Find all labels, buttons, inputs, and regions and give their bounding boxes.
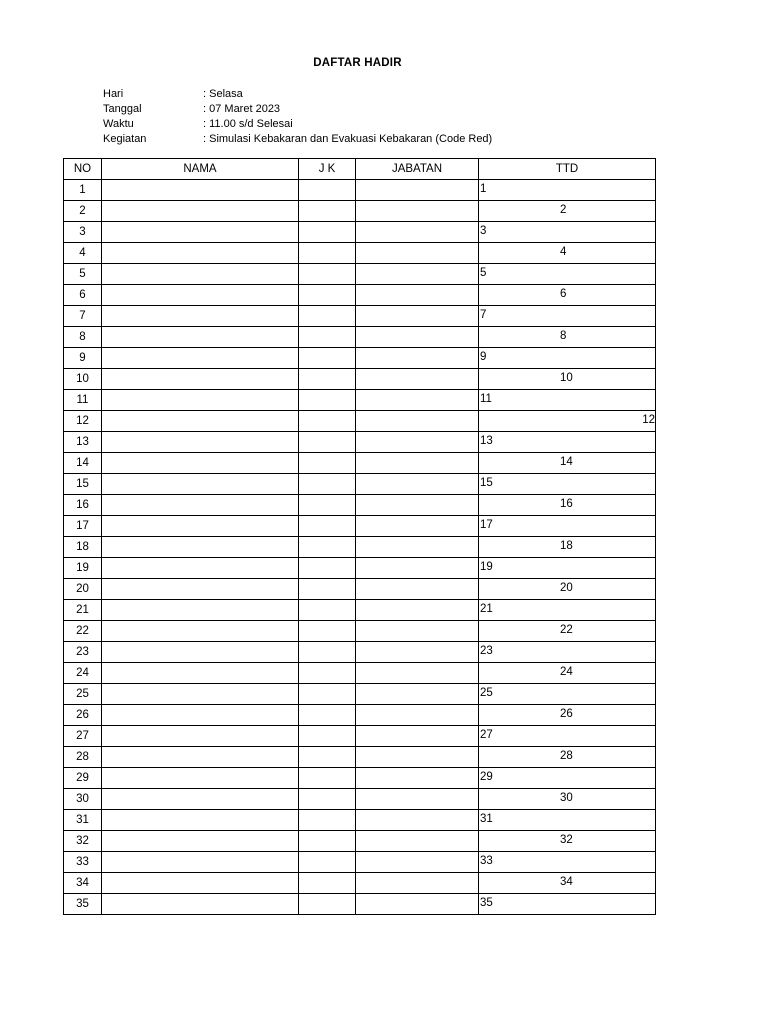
info-value: : Simulasi Kebakaran dan Evakuasi Kebakaran (Code Red) [203, 133, 493, 145]
jabatan-cell[interactable] [356, 579, 479, 600]
jk-cell[interactable] [299, 747, 356, 768]
table-row [64, 285, 656, 306]
ttd-number: 4 [560, 246, 567, 258]
header-jabatan: JABATAN [356, 159, 479, 180]
row-number: 2 [64, 201, 102, 222]
row-number: 17 [64, 516, 102, 537]
nama-cell[interactable] [102, 726, 299, 747]
ttd-cell[interactable] [479, 558, 656, 579]
ttd-cell[interactable] [479, 684, 656, 705]
jk-cell[interactable] [299, 306, 356, 327]
nama-cell[interactable] [102, 558, 299, 579]
ttd-number: 10 [560, 372, 573, 384]
ttd-cell[interactable] [479, 516, 656, 537]
nama-cell[interactable] [102, 768, 299, 789]
ttd-number: 23 [480, 645, 493, 657]
row-number: 8 [64, 327, 102, 348]
row-number: 35 [64, 894, 102, 915]
jk-cell[interactable] [299, 789, 356, 810]
jk-cell[interactable] [299, 705, 356, 726]
event-info [103, 87, 492, 147]
nama-cell[interactable] [102, 810, 299, 831]
ttd-cell[interactable] [479, 726, 656, 747]
jabatan-cell[interactable] [356, 306, 479, 327]
ttd-number: 18 [560, 540, 573, 552]
jabatan-cell[interactable] [356, 474, 479, 495]
ttd-number: 16 [560, 498, 573, 510]
jabatan-cell[interactable] [356, 747, 479, 768]
header-ttd: TTD [479, 159, 656, 180]
ttd-number: 21 [480, 603, 493, 615]
row-number: 13 [64, 432, 102, 453]
jabatan-cell[interactable] [356, 873, 479, 894]
document-title: DAFTAR HADIR [313, 57, 402, 69]
ttd-cell[interactable] [479, 411, 656, 432]
nama-cell[interactable] [102, 789, 299, 810]
nama-cell[interactable] [102, 642, 299, 663]
table-row [64, 621, 656, 642]
ttd-cell[interactable] [479, 495, 656, 516]
ttd-number: 6 [560, 288, 567, 300]
row-number: 31 [64, 810, 102, 831]
ttd-number: 13 [480, 435, 493, 447]
ttd-number: 30 [560, 792, 573, 804]
row-number: 32 [64, 831, 102, 852]
ttd-cell[interactable] [479, 537, 656, 558]
row-number: 5 [64, 264, 102, 285]
ttd-number: 9 [480, 351, 487, 363]
row-number: 24 [64, 663, 102, 684]
info-label: Waktu [103, 118, 134, 130]
ttd-cell[interactable] [479, 831, 656, 852]
ttd-cell[interactable] [479, 600, 656, 621]
ttd-cell[interactable] [479, 642, 656, 663]
table-row [64, 243, 656, 264]
table-row [64, 264, 656, 285]
nama-cell[interactable] [102, 327, 299, 348]
ttd-number: 34 [560, 876, 573, 888]
nama-cell[interactable] [102, 285, 299, 306]
jk-cell[interactable] [299, 432, 356, 453]
table-row [64, 684, 656, 705]
info-label: Kegiatan [103, 133, 147, 145]
table-row [64, 642, 656, 663]
jk-cell[interactable] [299, 852, 356, 873]
row-number: 34 [64, 873, 102, 894]
header-nama: NAMA [102, 159, 299, 180]
ttd-cell[interactable] [479, 579, 656, 600]
nama-cell[interactable] [102, 180, 299, 201]
row-number: 23 [64, 642, 102, 663]
table-row [64, 369, 656, 390]
ttd-number: 26 [560, 708, 573, 720]
jk-cell[interactable] [299, 453, 356, 474]
ttd-number: 14 [560, 456, 573, 468]
ttd-number: 19 [480, 561, 493, 573]
nama-cell[interactable] [102, 222, 299, 243]
header-no: NO [64, 159, 102, 180]
ttd-number: 33 [480, 855, 493, 867]
table-row [64, 663, 656, 684]
row-number: 21 [64, 600, 102, 621]
jk-cell[interactable] [299, 369, 356, 390]
table-row [64, 306, 656, 327]
ttd-number: 3 [480, 225, 487, 237]
jk-cell[interactable] [299, 243, 356, 264]
nama-cell[interactable] [102, 621, 299, 642]
jk-cell[interactable] [299, 621, 356, 642]
jabatan-cell[interactable] [356, 894, 479, 915]
ttd-number: 28 [560, 750, 573, 762]
jabatan-cell[interactable] [356, 243, 479, 264]
row-number: 18 [64, 537, 102, 558]
table-row [64, 390, 656, 411]
table-row [64, 705, 656, 726]
table-row [64, 894, 656, 915]
row-number: 10 [64, 369, 102, 390]
nama-cell[interactable] [102, 852, 299, 873]
jabatan-cell[interactable] [356, 852, 479, 873]
table-row [64, 726, 656, 747]
table-header-row [64, 159, 656, 180]
table-row [64, 558, 656, 579]
table-row [64, 201, 656, 222]
ttd-number: 25 [480, 687, 493, 699]
jabatan-cell[interactable] [356, 222, 479, 243]
info-value: : Selasa [203, 88, 243, 100]
nama-cell[interactable] [102, 306, 299, 327]
table-row [64, 600, 656, 621]
row-number: 14 [64, 453, 102, 474]
nama-cell[interactable] [102, 495, 299, 516]
ttd-number: 8 [560, 330, 567, 342]
jabatan-cell[interactable] [356, 831, 479, 852]
jabatan-cell[interactable] [356, 285, 479, 306]
table-row [64, 873, 656, 894]
row-number: 9 [64, 348, 102, 369]
nama-cell[interactable] [102, 474, 299, 495]
jabatan-cell[interactable] [356, 642, 479, 663]
row-number: 6 [64, 285, 102, 306]
ttd-number: 27 [480, 729, 493, 741]
ttd-number: 15 [480, 477, 493, 489]
ttd-cell[interactable] [479, 243, 656, 264]
nama-cell[interactable] [102, 873, 299, 894]
row-number: 33 [64, 852, 102, 873]
row-number: 4 [64, 243, 102, 264]
jk-cell[interactable] [299, 180, 356, 201]
ttd-cell[interactable] [479, 810, 656, 831]
nama-cell[interactable] [102, 516, 299, 537]
header-jk: J K [299, 159, 356, 180]
table-row [64, 474, 656, 495]
table-row [64, 747, 656, 768]
jk-cell[interactable] [299, 873, 356, 894]
jk-cell[interactable] [299, 516, 356, 537]
row-number: 19 [64, 558, 102, 579]
table-row [64, 537, 656, 558]
jk-cell[interactable] [299, 579, 356, 600]
jk-cell[interactable] [299, 390, 356, 411]
row-number: 29 [64, 768, 102, 789]
ttd-cell[interactable] [479, 789, 656, 810]
jk-cell[interactable] [299, 285, 356, 306]
jk-cell[interactable] [299, 411, 356, 432]
ttd-number: 32 [560, 834, 573, 846]
row-number: 27 [64, 726, 102, 747]
table-row [64, 495, 656, 516]
jabatan-cell[interactable] [356, 558, 479, 579]
ttd-cell[interactable] [479, 747, 656, 768]
ttd-cell[interactable] [479, 894, 656, 915]
jabatan-cell[interactable] [356, 180, 479, 201]
row-number: 28 [64, 747, 102, 768]
row-number: 30 [64, 789, 102, 810]
jabatan-cell[interactable] [356, 600, 479, 621]
ttd-cell[interactable] [479, 264, 656, 285]
row-number: 16 [64, 495, 102, 516]
ttd-number: 24 [560, 666, 573, 678]
jabatan-cell[interactable] [356, 348, 479, 369]
ttd-number: 7 [480, 309, 487, 321]
ttd-number: 22 [560, 624, 573, 636]
ttd-cell[interactable] [479, 474, 656, 495]
jabatan-cell[interactable] [356, 810, 479, 831]
jabatan-cell[interactable] [356, 684, 479, 705]
jk-cell[interactable] [299, 264, 356, 285]
row-number: 11 [64, 390, 102, 411]
ttd-number: 2 [560, 204, 567, 216]
ttd-cell[interactable] [479, 285, 656, 306]
info-row-day [103, 87, 492, 102]
nama-cell[interactable] [102, 600, 299, 621]
ttd-cell[interactable] [479, 663, 656, 684]
jk-cell[interactable] [299, 558, 356, 579]
jabatan-cell[interactable] [356, 495, 479, 516]
jabatan-cell[interactable] [356, 327, 479, 348]
ttd-cell[interactable] [479, 705, 656, 726]
nama-cell[interactable] [102, 579, 299, 600]
jabatan-cell[interactable] [356, 621, 479, 642]
jabatan-cell[interactable] [356, 369, 479, 390]
table-row [64, 831, 656, 852]
row-number: 12 [64, 411, 102, 432]
jabatan-cell[interactable] [356, 432, 479, 453]
info-row-activity [103, 132, 492, 147]
jk-cell[interactable] [299, 642, 356, 663]
jabatan-cell[interactable] [356, 789, 479, 810]
ttd-cell[interactable] [479, 768, 656, 789]
nama-cell[interactable] [102, 369, 299, 390]
row-number: 25 [64, 684, 102, 705]
info-value: : 07 Maret 2023 [203, 103, 281, 115]
ttd-cell[interactable] [479, 201, 656, 222]
info-row-date [103, 102, 492, 117]
ttd-cell[interactable] [479, 453, 656, 474]
nama-cell[interactable] [102, 453, 299, 474]
jabatan-cell[interactable] [356, 411, 479, 432]
row-number: 1 [64, 180, 102, 201]
table-row [64, 432, 656, 453]
ttd-number: 29 [480, 771, 493, 783]
nama-cell[interactable] [102, 348, 299, 369]
jabatan-cell[interactable] [356, 453, 479, 474]
nama-cell[interactable] [102, 432, 299, 453]
jk-cell[interactable] [299, 894, 356, 915]
jabatan-cell[interactable] [356, 201, 479, 222]
ttd-number: 5 [480, 267, 487, 279]
nama-cell[interactable] [102, 537, 299, 558]
nama-cell[interactable] [102, 747, 299, 768]
table-row [64, 852, 656, 873]
ttd-cell[interactable] [479, 852, 656, 873]
nama-cell[interactable] [102, 243, 299, 264]
jabatan-cell[interactable] [356, 768, 479, 789]
info-label: Hari [103, 88, 124, 100]
jk-cell[interactable] [299, 831, 356, 852]
info-label: Tanggal [103, 103, 142, 115]
jabatan-cell[interactable] [356, 726, 479, 747]
ttd-cell[interactable] [479, 180, 656, 201]
ttd-cell[interactable] [479, 222, 656, 243]
nama-cell[interactable] [102, 411, 299, 432]
jk-cell[interactable] [299, 222, 356, 243]
table-row [64, 411, 656, 432]
jk-cell[interactable] [299, 726, 356, 747]
jk-cell[interactable] [299, 768, 356, 789]
table-row [64, 516, 656, 537]
jk-cell[interactable] [299, 810, 356, 831]
table-row [64, 453, 656, 474]
jabatan-cell[interactable] [356, 705, 479, 726]
table-row [64, 789, 656, 810]
row-number: 26 [64, 705, 102, 726]
jk-cell[interactable] [299, 600, 356, 621]
row-number: 7 [64, 306, 102, 327]
ttd-number: 31 [480, 813, 493, 825]
jabatan-cell[interactable] [356, 537, 479, 558]
nama-cell[interactable] [102, 705, 299, 726]
ttd-number: 17 [480, 519, 493, 531]
row-number: 20 [64, 579, 102, 600]
nama-cell[interactable] [102, 831, 299, 852]
table-row [64, 348, 656, 369]
jabatan-cell[interactable] [356, 264, 479, 285]
nama-cell[interactable] [102, 264, 299, 285]
ttd-number: 12 [642, 414, 655, 426]
ttd-number: 11 [480, 393, 492, 405]
ttd-cell[interactable] [479, 432, 656, 453]
row-number: 3 [64, 222, 102, 243]
ttd-number: 20 [560, 582, 573, 594]
jk-cell[interactable] [299, 537, 356, 558]
row-number: 22 [64, 621, 102, 642]
ttd-cell[interactable] [479, 621, 656, 642]
ttd-number: 35 [480, 897, 493, 909]
row-number: 15 [64, 474, 102, 495]
ttd-cell[interactable] [479, 369, 656, 390]
nama-cell[interactable] [102, 390, 299, 411]
jk-cell[interactable] [299, 327, 356, 348]
nama-cell[interactable] [102, 663, 299, 684]
ttd-cell[interactable] [479, 348, 656, 369]
nama-cell[interactable] [102, 684, 299, 705]
jk-cell[interactable] [299, 201, 356, 222]
ttd-cell[interactable] [479, 306, 656, 327]
table-row [64, 327, 656, 348]
table-row [64, 579, 656, 600]
table-row [64, 180, 656, 201]
table-row [64, 222, 656, 243]
info-value: : 11.00 s/d Selesai [203, 118, 293, 130]
jabatan-cell[interactable] [356, 663, 479, 684]
table-row [64, 810, 656, 831]
nama-cell[interactable] [102, 201, 299, 222]
jk-cell[interactable] [299, 348, 356, 369]
jabatan-cell[interactable] [356, 516, 479, 537]
jk-cell[interactable] [299, 663, 356, 684]
table-row [64, 768, 656, 789]
nama-cell[interactable] [102, 894, 299, 915]
jk-cell[interactable] [299, 474, 356, 495]
ttd-number: 1 [480, 183, 487, 195]
jabatan-cell[interactable] [356, 390, 479, 411]
jk-cell[interactable] [299, 684, 356, 705]
ttd-cell[interactable] [479, 873, 656, 894]
attendance-table [63, 158, 656, 915]
ttd-cell[interactable] [479, 327, 656, 348]
info-row-time [103, 117, 492, 132]
jk-cell[interactable] [299, 495, 356, 516]
ttd-cell[interactable] [479, 390, 656, 411]
